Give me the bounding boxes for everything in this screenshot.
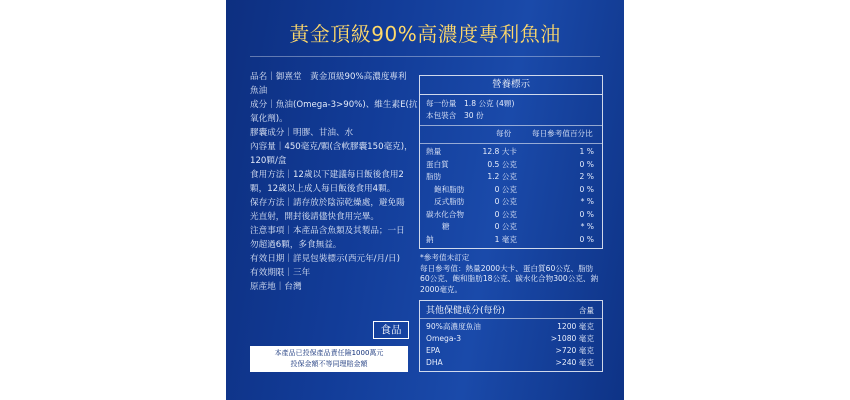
nutrition-note: [420, 253, 602, 295]
nutrient-amount: 0 公克: [494, 197, 517, 206]
nutrient-amount: 1 毫克: [494, 234, 517, 244]
other-unit-header: 含量: [578, 306, 594, 315]
note-line: 2000毫克。: [420, 284, 463, 294]
note-line: 60公克、飽和脂肪18公克、碳水化合物300公克、鈉: [420, 274, 599, 283]
info-row: 成分｜魚油(Omega-3>90%)、維生素E(抗: [250, 100, 418, 110]
info-row: 顆，12歲以上成人每日飯後食用4顆。: [250, 184, 396, 194]
info-row: 注意事項｜本產品含魚類及其製品；一日: [250, 226, 405, 236]
insurance-notice: [250, 346, 408, 372]
title-divider: [250, 56, 600, 57]
col-per-serving: 每份: [496, 129, 512, 138]
nutrient-pct: 2 %: [579, 172, 594, 181]
nutrition-header: 營養標示: [420, 76, 602, 95]
ingredient-name: 90%高濃度魚油: [426, 322, 481, 331]
nutrient-name: 飽和脂肪: [434, 184, 465, 194]
divider: [420, 318, 602, 319]
servings-per-package: 本包裝含 30 份: [426, 111, 484, 120]
info-row: 魚油: [250, 86, 268, 96]
divider: [420, 143, 602, 144]
nutrient-name: 糖: [442, 222, 450, 231]
note-line: 每日參考值：熱量2000大卡、蛋白質60公克、脂肪: [420, 263, 594, 273]
ingredient-amount: >240 毫克: [555, 358, 594, 367]
divider: [420, 125, 602, 126]
info-row: 膠囊成分｜明膠、甘油、水: [250, 128, 354, 138]
info-row: 原產地｜台灣: [250, 282, 302, 292]
info-row: 氧化劑)。: [250, 114, 288, 124]
nutrient-amount: 0.5 公克: [487, 159, 517, 169]
nutrient-amount: 1.2 公克: [487, 172, 517, 181]
nutrient-name: 脂肪: [426, 172, 442, 181]
info-row: 120顆/盒: [250, 156, 287, 166]
nutrient-name: 熱量: [426, 147, 442, 156]
info-row: 勿超過6顆，多食無益。: [250, 240, 342, 250]
nutrient-name: 蛋白質: [426, 159, 449, 169]
info-row: 食用方法｜12歲以下建議每日飯後食用2: [250, 170, 404, 180]
serving-size: 每一份量 1.8 公克 (4顆): [426, 99, 515, 108]
nutrient-pct: 0 %: [579, 184, 594, 194]
food-badge: 食品: [373, 321, 409, 339]
ingredient-amount: 1200 毫克: [557, 322, 594, 331]
other-ingredients-table: [419, 300, 603, 372]
product-label-panel: [226, 0, 624, 400]
note-line: *參考值未訂定: [420, 253, 470, 262]
info-row: 品名｜御熹堂 黃金頂級90%高濃度專利: [250, 72, 407, 82]
ingredient-name: DHA: [426, 358, 443, 367]
col-daily-value: 每日參考值百分比: [532, 129, 593, 138]
ingredient-name: EPA: [426, 346, 441, 355]
info-row: 有效日期｜詳見包裝標示(西元年/月/日): [250, 254, 400, 264]
nutrient-amount: 0 公克: [494, 184, 517, 194]
info-row: 光直射，開封後請儘快食用完畢。: [250, 212, 379, 222]
insurance-line: 投保金額不等同理賠金額: [290, 360, 368, 368]
nutrition-facts-table: [419, 75, 603, 249]
nutrient-name: 鈉: [426, 234, 434, 244]
nutrient-pct: 0 %: [579, 159, 594, 169]
nutrient-pct: 0 %: [579, 209, 594, 219]
nutrient-amount: 12.8 大卡: [482, 147, 517, 156]
product-info: [250, 70, 418, 294]
info-row: 有效期限｜三年: [250, 268, 311, 278]
ingredient-amount: >1080 毫克: [550, 334, 594, 343]
nutrient-pct: * %: [580, 222, 594, 231]
nutrient-name: 碳水化合物: [426, 209, 464, 219]
info-row: 內容量｜450毫克/顆(含軟膠囊150毫克)，: [250, 142, 413, 152]
nutrient-amount: 0 公克: [494, 209, 517, 219]
nutrient-pct: * %: [580, 197, 594, 206]
insurance-line: 本產品已投保產品責任險1000萬元: [274, 349, 384, 357]
info-row: 保存方法｜請存放於陰涼乾燥處，避免陽: [250, 198, 405, 208]
nutrient-name: 反式脂肪: [434, 197, 465, 206]
ingredient-name: Omega-3: [426, 334, 462, 343]
ingredient-amount: >720 毫克: [555, 346, 594, 355]
nutrient-amount: 0 公克: [494, 222, 517, 231]
nutrient-pct: 1 %: [579, 147, 594, 156]
other-header: 其他保健成分(每份): [426, 306, 506, 316]
product-title: 黃金頂級90%高濃度專利魚油: [289, 22, 561, 46]
nutrient-pct: 0 %: [579, 234, 594, 244]
